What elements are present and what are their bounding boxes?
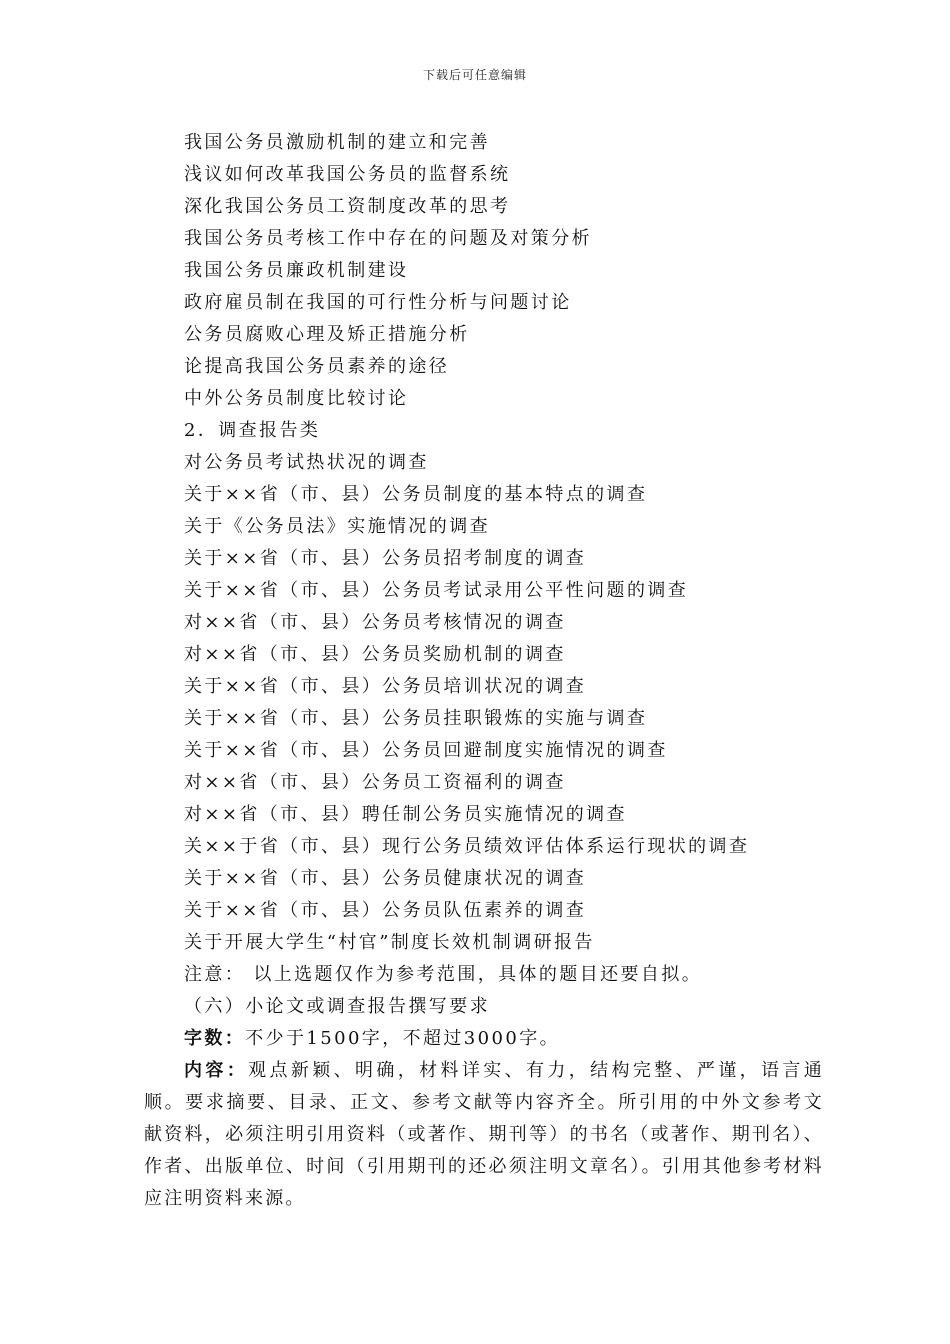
topic-line: 对××省（市、县）公务员奖励机制的调查: [184, 644, 566, 665]
content-label: 内容：: [184, 1060, 249, 1081]
topic-line: 对公务员考试热状况的调查: [184, 452, 429, 473]
topic-line: 对××省（市、县）公务员工资福利的调查: [184, 772, 566, 793]
word-count-label: 字数：: [184, 1028, 246, 1049]
topic-line: 深化我国公务员工资制度改革的思考: [184, 196, 511, 217]
topic-line: 中外公务员制度比较讨论: [184, 388, 409, 409]
topic-line: 对××省（市、县）公务员考核情况的调查: [184, 612, 566, 633]
topic-line: 关于××省（市、县）公务员队伍素养的调查: [184, 900, 587, 921]
word-count-line: [144, 1023, 824, 1055]
content-text: 观点新颖、明确，材料详实、有力，结构完整、严谨，语言通顺。要求摘要、目录、正文、参考文献等内容齐全。所引用的中外文参考文献资料，必须注明引用资料（或著作、期刊等）的书名（或著作、期刊名）、作者、出版单位、时间（引用期刊的还必须注明文章名）。引用其他参考材料应注明资料来源。: [144, 1060, 824, 1209]
topic-line: 关于××省（市、县）公务员培训状况的调查: [184, 676, 587, 697]
topic-line: 关于××省（市、县）公务员招考制度的调查: [184, 548, 587, 569]
topic-line: 关于××省（市、县）公务员健康状况的调查: [184, 868, 587, 889]
topic-line: 浅议如何改革我国公务员的监督系统: [184, 164, 511, 185]
topic-line: 关于××省（市、县）公务员挂职锻炼的实施与调查: [184, 708, 648, 729]
topic-line: 关于××省（市、县）公务员考试录用公平性问题的调查: [184, 580, 689, 601]
word-count-text: 不少于1500字，不超过3000字。: [245, 1028, 561, 1049]
topic-line: 政府雇员制在我国的可行性分析与问题讨论: [184, 292, 572, 313]
topic-line: 关于开展大学生“村官”制度长效机制调研报告: [184, 932, 595, 953]
section-heading: 2．调查报告类: [184, 420, 321, 441]
topic-line: 关于《公务员法》实施情况的调查: [184, 516, 490, 537]
content-requirements: [144, 1055, 824, 1215]
topic-line: 对××省（市、县）聘任制公务员实施情况的调查: [184, 804, 627, 825]
topic-line: 关于××省（市、县）公务员回避制度实施情况的调查: [184, 740, 668, 761]
note-line: 注意： 以上选题仅作为参考范围，具体的题目还要自拟。: [184, 964, 703, 985]
page-header: 下载后可任意编辑: [422, 68, 527, 82]
document-body: [144, 127, 824, 1215]
topic-line: 我国公务员考核工作中存在的问题及对策分析: [184, 228, 592, 249]
subsection-heading: （六）小论文或调查报告撰写要求: [184, 996, 490, 1017]
topic-line: 论提高我国公务员素养的途径: [184, 356, 450, 377]
topic-line: 我国公务员激励机制的建立和完善: [184, 132, 490, 153]
topic-line: 关于××省（市、县）公务员制度的基本特点的调查: [184, 484, 648, 505]
topic-line: 我国公务员廉政机制建设: [184, 260, 409, 281]
topic-line: 公务员腐败心理及矫正措施分析: [184, 324, 470, 345]
topic-line: 关××于省（市、县）现行公务员绩效评估体系运行现状的调查: [184, 836, 750, 857]
